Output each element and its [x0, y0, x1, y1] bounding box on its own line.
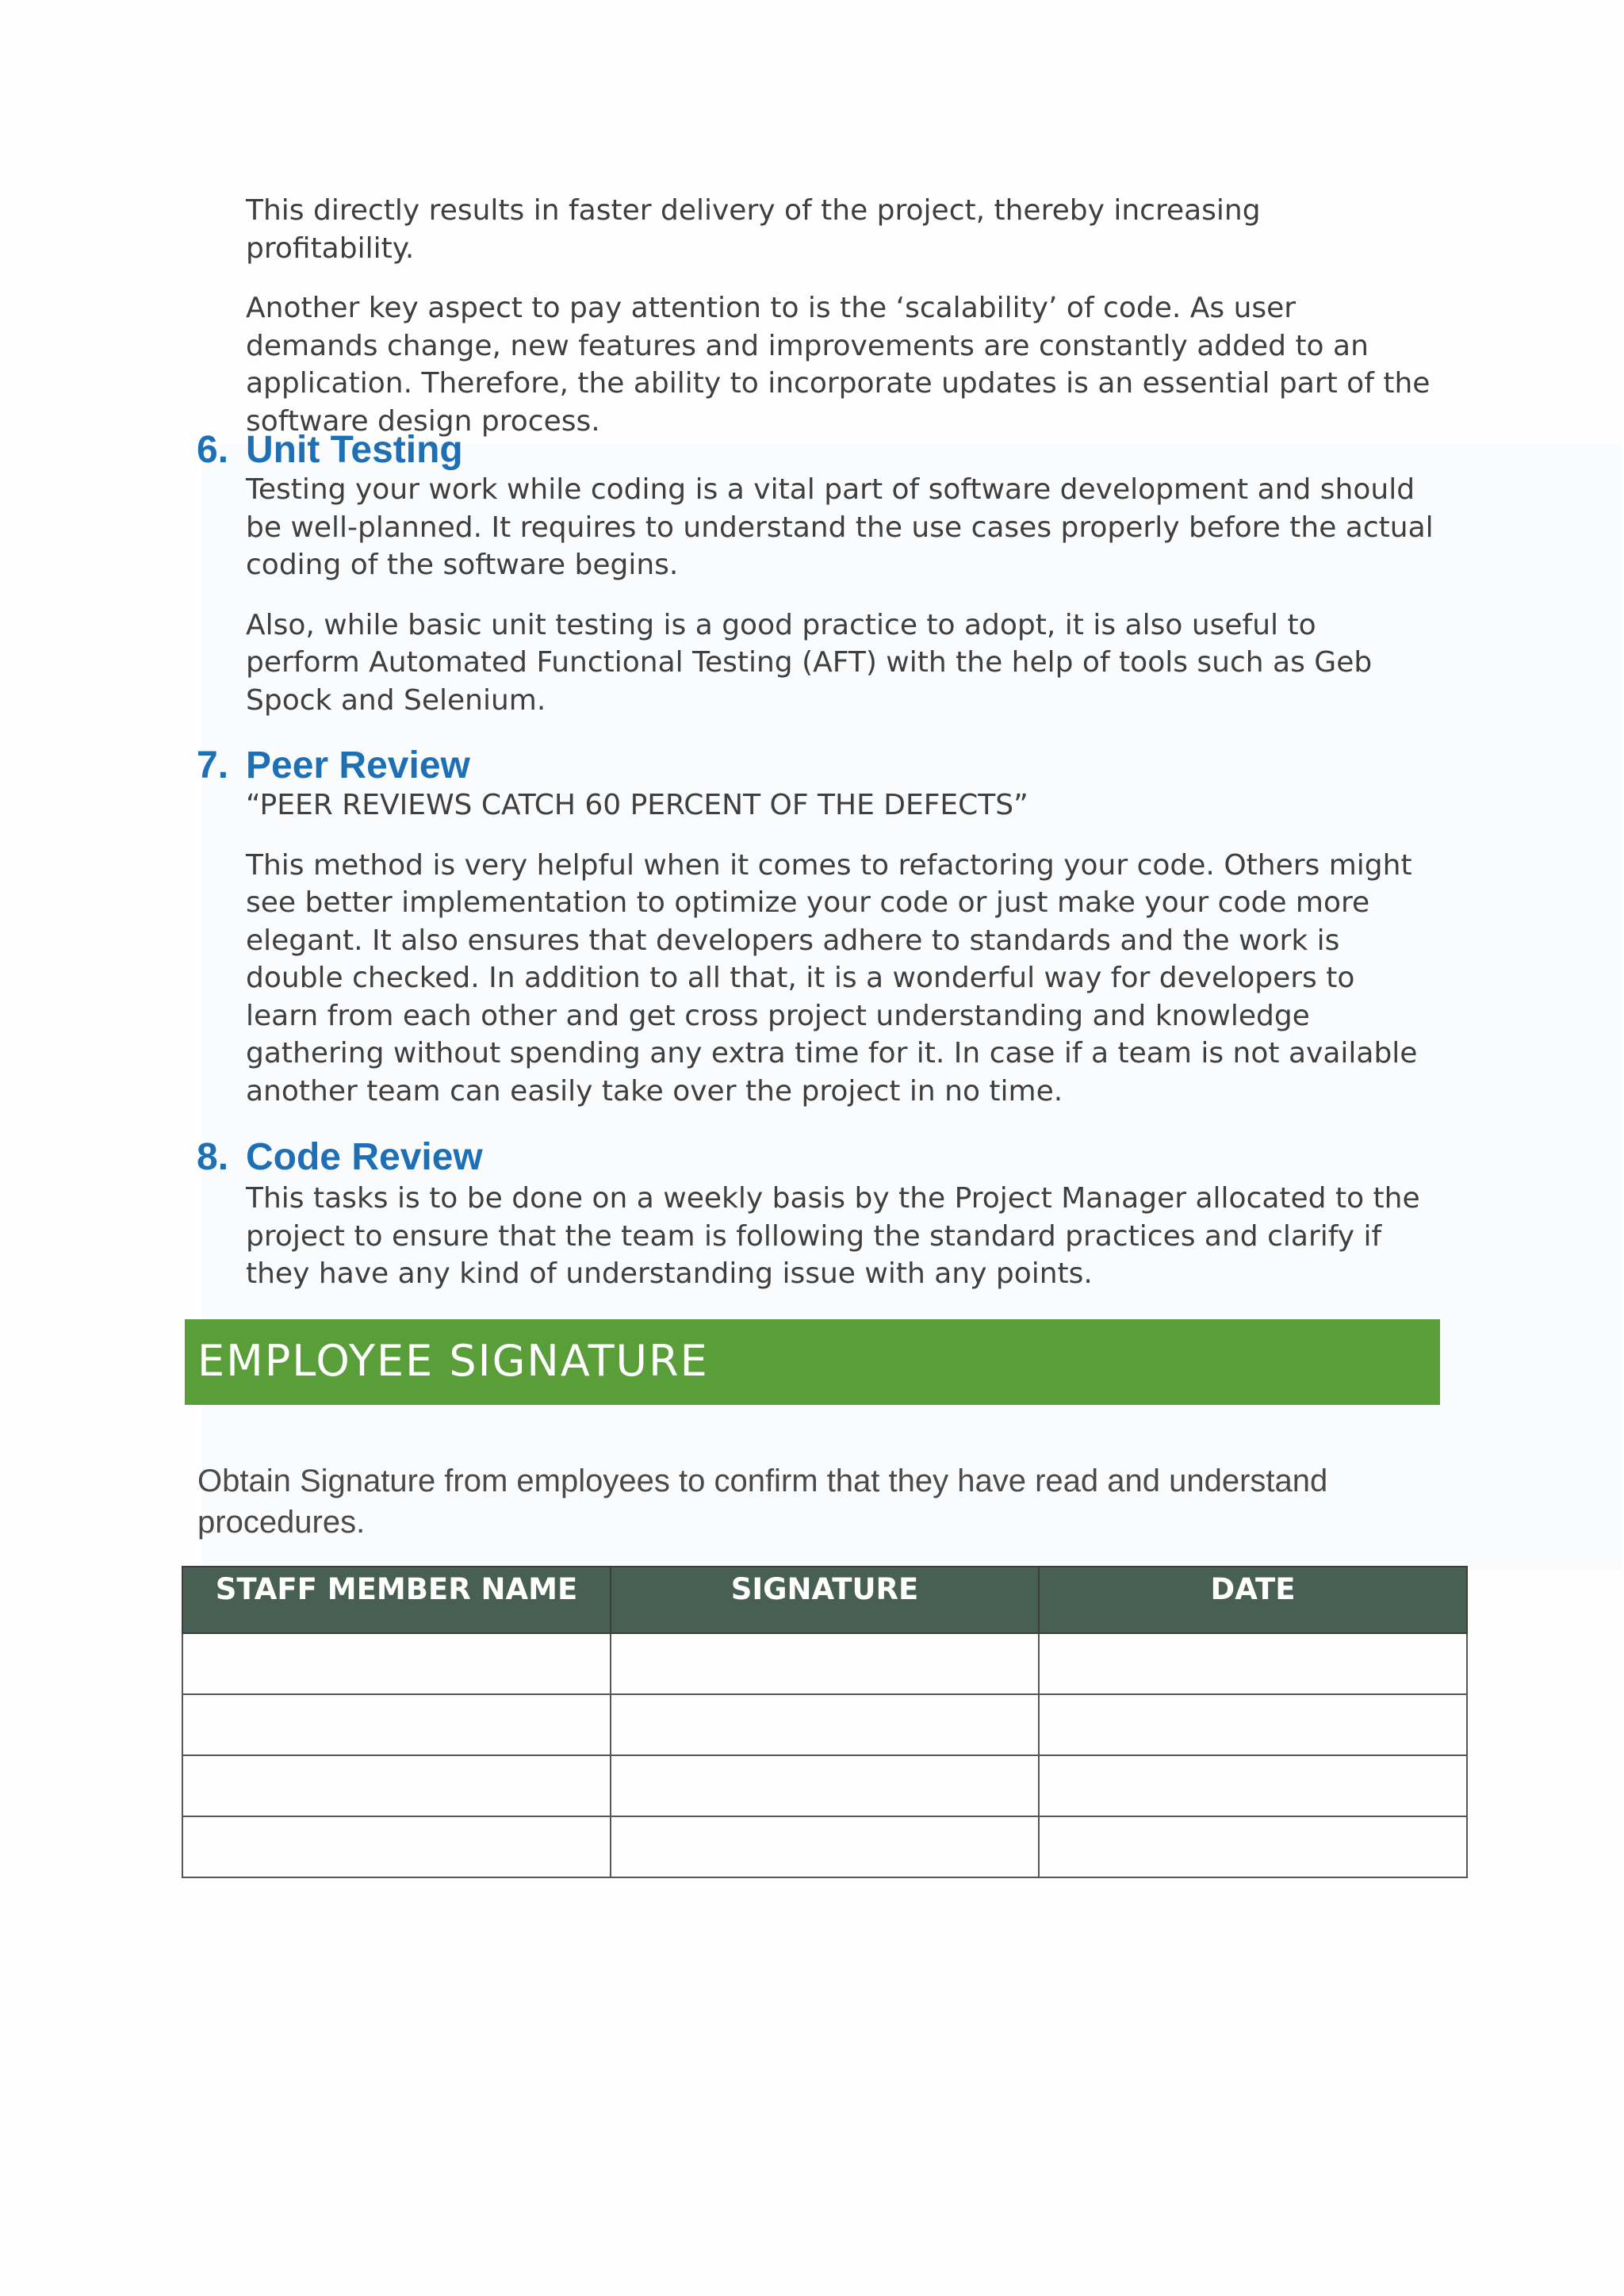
- section-heading-unit-testing: [197, 428, 463, 473]
- staff-name-cell[interactable]: [182, 1694, 611, 1755]
- column-header-staff-name: STAFF MEMBER NAME: [182, 1567, 611, 1633]
- signature-cell[interactable]: [611, 1694, 1039, 1755]
- section-title: Peer Review: [246, 744, 470, 786]
- signature-instructions: Obtain Signature from employees to confirm that they have read and understand procedures.: [197, 1464, 1328, 1540]
- date-cell[interactable]: [1039, 1633, 1467, 1694]
- table-row: [182, 1633, 1467, 1694]
- column-header-signature: SIGNATURE: [611, 1567, 1039, 1633]
- section-paragraph: Also, while basic unit testing is a good practice to adopt, it is also useful to perform Automated Functional Testing (AFT) with the help of tools such as Geb Spock and Selenium.: [246, 608, 1373, 717]
- table-row: [182, 1816, 1467, 1877]
- intro-paragraph: This directly results in faster delivery of the project, thereby increasing profitability.: [246, 194, 1261, 265]
- section-body-unit-testing: [246, 471, 1435, 719]
- table-row: [182, 1755, 1467, 1816]
- date-cell[interactable]: [1039, 1694, 1467, 1755]
- section-body-peer-review: [246, 786, 1435, 1110]
- section-heading-peer-review: [197, 744, 470, 788]
- intro-paragraph: Another key aspect to pay attention to is the ‘scalability’ of code. As user demands change, new features and improvements are constantly added to an application. Therefore, the ability to incorporate updates is an essential part of the software design process.: [246, 292, 1431, 438]
- section-number: 6.: [197, 429, 229, 471]
- quote-paragraph: “PEER REVIEWS CATCH 60 PERCENT OF THE DEFECTS”: [246, 789, 1028, 821]
- intro-text-block: [246, 192, 1435, 440]
- section-heading-code-review: [197, 1135, 483, 1180]
- signature-cell[interactable]: [611, 1816, 1039, 1877]
- table-row: [182, 1694, 1467, 1755]
- signature-banner-title: EMPLOYEE SIGNATURE: [197, 1336, 709, 1386]
- staff-name-cell[interactable]: [182, 1755, 611, 1816]
- section-paragraph: This tasks is to be done on a weekly basis by the Project Manager allocated to the project to ensure that the team is following the standard practices and clarify if they have any kind of understanding issue with any points.: [246, 1182, 1420, 1290]
- table-header-row: [182, 1567, 1467, 1633]
- signature-cell[interactable]: [611, 1755, 1039, 1816]
- section-body-code-review: [246, 1180, 1435, 1293]
- section-number: 8.: [197, 1136, 229, 1178]
- date-cell[interactable]: [1039, 1755, 1467, 1816]
- section-number: 7.: [197, 744, 229, 786]
- section-paragraph: This method is very helpful when it comes to refactoring your code. Others might see better implementation to optimize your code or just make your code more elegant. It also ensures that developers adhere to standards and the work is double checked. In addition to all that, it is a wonderful way for developers to learn from each other and get cross project understanding and knowledge gathering without spending any extra time for it. In case if a team is not available another team can easily take over the project in no time.: [246, 848, 1418, 1108]
- signature-table: [182, 1566, 1468, 1878]
- staff-name-cell[interactable]: [182, 1633, 611, 1694]
- column-header-date: DATE: [1039, 1567, 1467, 1633]
- date-cell[interactable]: [1039, 1816, 1467, 1877]
- section-title: Unit Testing: [246, 429, 463, 471]
- signature-cell[interactable]: [611, 1633, 1039, 1694]
- section-paragraph: Testing your work while coding is a vital part of software development and should be well-planned. It requires to understand the use cases properly before the actual coding of the software begins.: [246, 473, 1434, 581]
- staff-name-cell[interactable]: [182, 1816, 611, 1877]
- section-title: Code Review: [246, 1136, 483, 1178]
